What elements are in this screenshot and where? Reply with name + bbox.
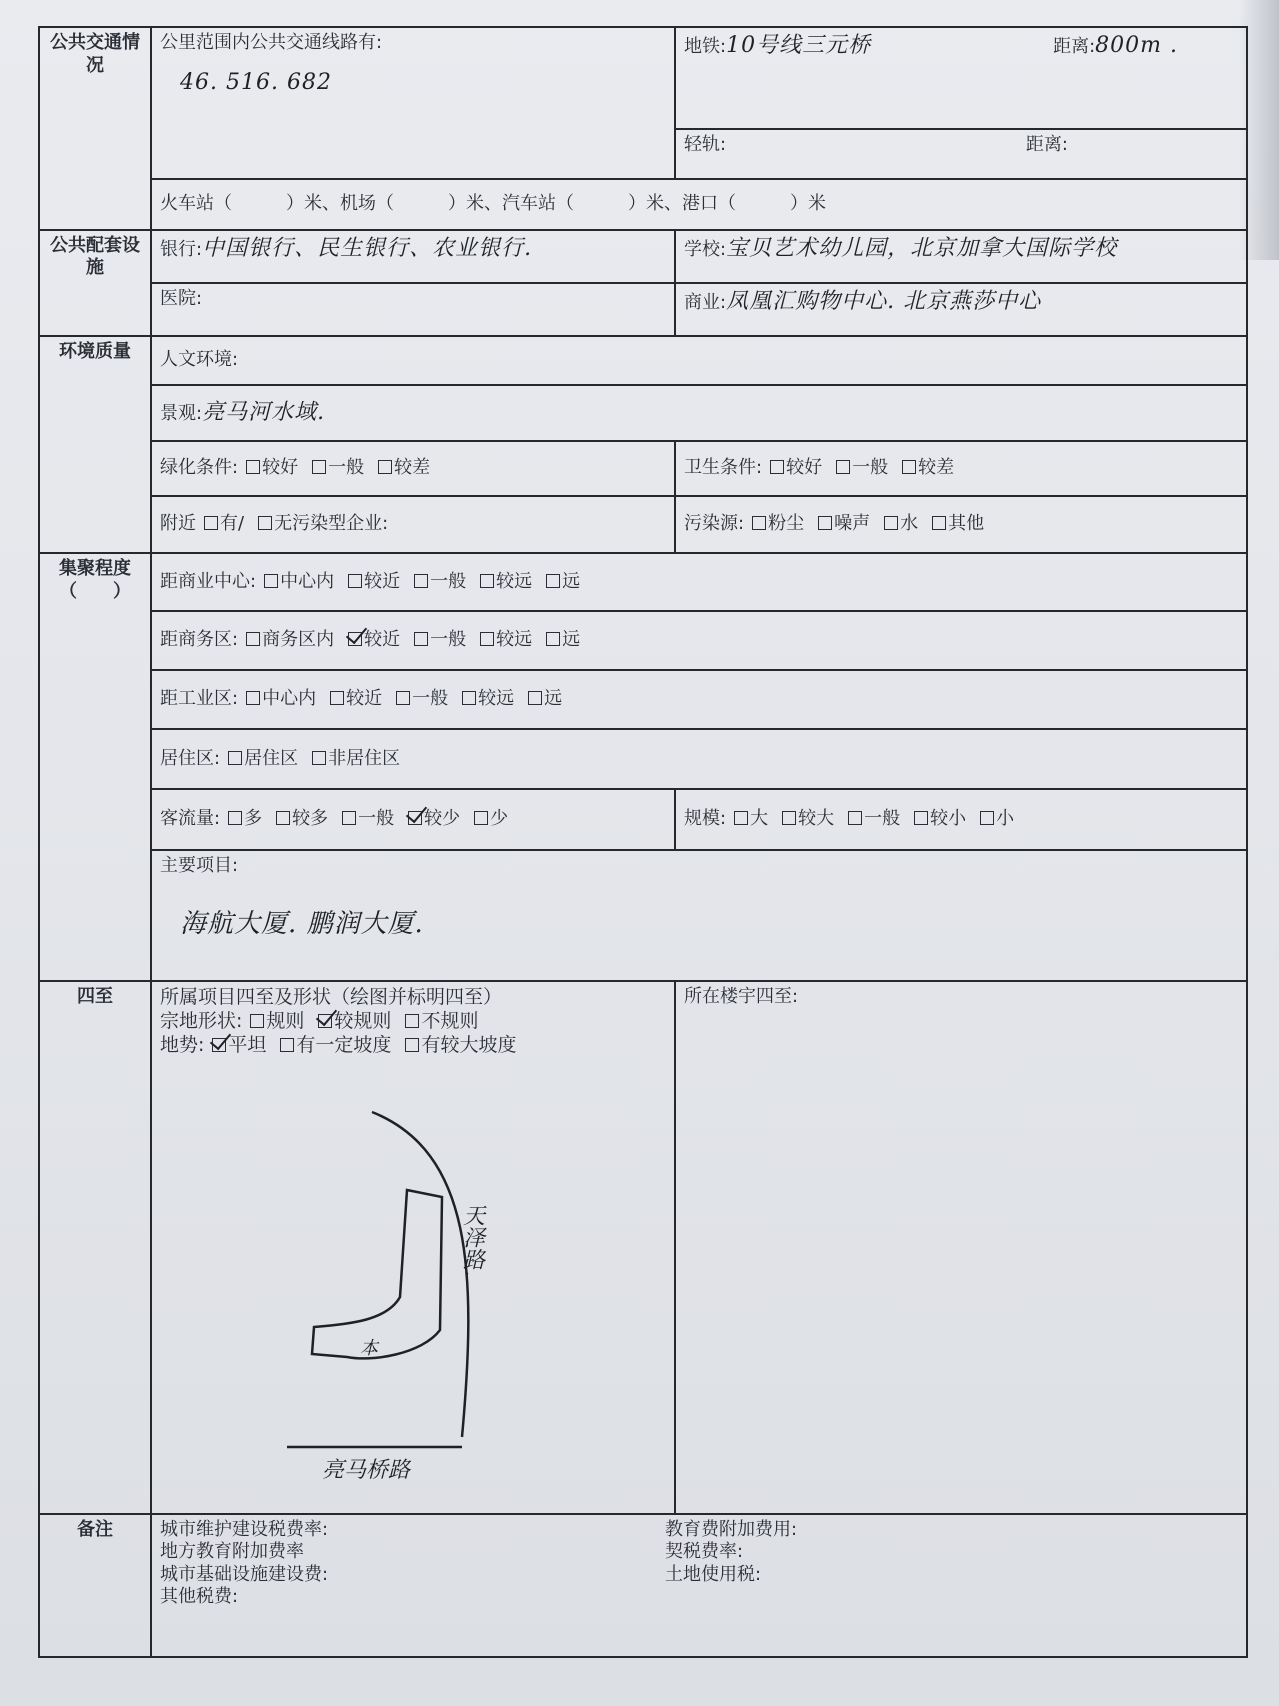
industrial-label: 距工业区: bbox=[160, 688, 239, 710]
nearby-cell bbox=[151, 496, 675, 553]
school-cell bbox=[675, 230, 1247, 283]
note-left-2: 城市基础设施建设费: bbox=[160, 1563, 329, 1585]
commerce-cell bbox=[675, 283, 1247, 336]
scale-option-label: 大 bbox=[750, 808, 769, 830]
notes-cell bbox=[151, 1514, 1247, 1657]
industrial-option-label: 一般 bbox=[412, 688, 449, 710]
landscape-value: 亮马河水域. bbox=[202, 400, 326, 426]
business-option-label: 远 bbox=[562, 628, 581, 650]
note-right-1: 契税费率: bbox=[665, 1541, 744, 1563]
industrial-option-label: 中心内 bbox=[262, 688, 317, 710]
terrain-option-label: 有较大坡度 bbox=[421, 1033, 517, 1056]
sanitation-option-0[interactable] bbox=[770, 457, 822, 480]
checkbox-icon[interactable] bbox=[414, 574, 428, 588]
projects-label: 主要项目: bbox=[160, 855, 239, 877]
nearby-option-label: 有/ bbox=[220, 513, 245, 535]
business-option-0[interactable] bbox=[246, 629, 334, 652]
survey-form bbox=[38, 26, 1248, 1658]
checkbox-icon[interactable] bbox=[770, 460, 784, 474]
scale-option-label: 一般 bbox=[864, 808, 901, 830]
business-distance-cell bbox=[151, 611, 1247, 670]
commercial-option-label: 较远 bbox=[496, 570, 533, 592]
scale-option-3[interactable] bbox=[914, 808, 966, 831]
checkbox-icon[interactable] bbox=[980, 811, 994, 825]
scale-option-label: 小 bbox=[996, 808, 1015, 830]
sketch-road-bottom: 亮马桥路 bbox=[322, 1458, 411, 1484]
checkbox-icon[interactable] bbox=[836, 460, 850, 474]
green-label: 绿化条件: bbox=[160, 456, 239, 478]
checkbox-icon[interactable] bbox=[818, 516, 832, 530]
boundaries-section-label: 四至 bbox=[39, 981, 151, 1513]
pollution-label: 污染源: bbox=[684, 513, 745, 535]
note-right-0: 教育费附加费用: bbox=[665, 1518, 798, 1540]
business-option-1[interactable] bbox=[348, 629, 400, 652]
checkbox-icon[interactable] bbox=[546, 632, 560, 646]
checkbox-icon[interactable] bbox=[782, 811, 796, 825]
checkbox-icon[interactable] bbox=[734, 811, 748, 825]
commercial-option-3[interactable] bbox=[480, 571, 532, 594]
commercial-option-label: 一般 bbox=[430, 570, 467, 592]
traffic-option-label: 少 bbox=[490, 808, 509, 830]
pollution-option-label: 水 bbox=[900, 513, 919, 535]
note-right-2: 土地使用税: bbox=[665, 1563, 762, 1585]
checkbox-icon[interactable] bbox=[212, 1038, 226, 1052]
green-option-label: 较好 bbox=[262, 456, 299, 478]
residential-option-label: 非居住区 bbox=[328, 747, 401, 769]
checkbox-icon[interactable] bbox=[474, 811, 488, 825]
shape-option-label: 规则 bbox=[266, 1009, 305, 1032]
checkbox-icon[interactable] bbox=[276, 811, 290, 825]
checkbox-icon[interactable] bbox=[462, 691, 476, 705]
project-boundary-title: 所属项目四至及形状（绘图并标明四至） bbox=[160, 986, 503, 1009]
routes-cell bbox=[151, 27, 675, 179]
terrain-option-label: 有一定坡度 bbox=[296, 1033, 392, 1056]
checkbox-icon[interactable] bbox=[396, 691, 410, 705]
scale-option-2[interactable] bbox=[848, 808, 900, 831]
note-left-1: 地方教育附加费率 bbox=[160, 1541, 304, 1563]
industrial-option-2[interactable] bbox=[396, 688, 448, 711]
traffic-option-3[interactable] bbox=[408, 808, 460, 831]
stations-text: 火车站（ ）米、机场（ ）米、汽车站（ ）米、港口（ ）米 bbox=[160, 192, 826, 214]
school-label: 学校: bbox=[684, 238, 727, 260]
checkbox-icon[interactable] bbox=[480, 574, 494, 588]
facilities-section-label: 公共配套设施 bbox=[39, 230, 151, 336]
commercial-label: 距商业中心: bbox=[160, 570, 257, 592]
checkbox-icon[interactable] bbox=[312, 460, 326, 474]
light-rail-cell bbox=[675, 129, 1247, 178]
commerce-value: 凤凰汇购物中心. 北京燕莎中心 bbox=[726, 288, 1042, 314]
light-rail-distance-label: 距离: bbox=[1025, 134, 1068, 156]
projects-value: 海航大厦. 鹏润大厦. bbox=[180, 908, 424, 939]
checkbox-icon[interactable] bbox=[408, 811, 422, 825]
commercial-distance-cell bbox=[151, 553, 1247, 610]
traffic-option-2[interactable] bbox=[342, 808, 394, 831]
pollution-option-3[interactable] bbox=[932, 513, 984, 536]
business-option-2[interactable] bbox=[414, 629, 466, 652]
subway-cell bbox=[675, 27, 1247, 129]
pollution-option-label: 噪声 bbox=[834, 513, 871, 535]
industrial-option-label: 远 bbox=[544, 688, 563, 710]
hospital-cell bbox=[151, 283, 675, 336]
checkbox-icon[interactable] bbox=[246, 632, 260, 646]
residential-option-label: 居住区 bbox=[244, 747, 299, 769]
checkbox-icon[interactable] bbox=[378, 460, 392, 474]
traffic-option-label: 一般 bbox=[358, 808, 395, 830]
residential-option-0[interactable] bbox=[228, 748, 298, 771]
green-option-label: 一般 bbox=[328, 456, 365, 478]
residential-label: 居住区: bbox=[160, 747, 221, 769]
checkbox-icon[interactable] bbox=[348, 632, 362, 646]
terrain-label: 地势: bbox=[160, 1033, 205, 1056]
checkbox-icon[interactable] bbox=[228, 811, 242, 825]
checkbox-icon[interactable] bbox=[280, 1038, 294, 1052]
sanitation-option-label: 较好 bbox=[786, 456, 823, 478]
sanitation-option-label: 一般 bbox=[852, 456, 889, 478]
scale-option-4[interactable] bbox=[980, 808, 1014, 831]
business-option-label: 一般 bbox=[430, 628, 467, 650]
building-boundary-cell bbox=[675, 981, 1247, 1513]
building-boundary-label: 所在楼宇四至: bbox=[684, 986, 799, 1008]
commercial-option-label: 较近 bbox=[364, 570, 401, 592]
pollution-option-2[interactable] bbox=[884, 513, 918, 536]
checkbox-icon[interactable] bbox=[405, 1038, 419, 1052]
site-outline bbox=[312, 1190, 442, 1358]
environment-section-label: 环境质量 bbox=[39, 336, 151, 553]
traffic-cell bbox=[151, 789, 675, 850]
green-option-0[interactable] bbox=[246, 457, 298, 480]
industrial-option-1[interactable] bbox=[330, 688, 382, 711]
landscape-label: 景观: bbox=[160, 403, 203, 425]
pollution-option-1[interactable] bbox=[818, 513, 870, 536]
light-rail-label: 轻轨: bbox=[684, 134, 727, 156]
culture-label: 人文环境: bbox=[160, 349, 239, 371]
commerce-label: 商业: bbox=[684, 291, 727, 313]
traffic-option-label: 较多 bbox=[292, 808, 329, 830]
checkbox-icon[interactable] bbox=[914, 811, 928, 825]
agglomeration-section-label: 集聚程度 （ ） bbox=[39, 553, 151, 981]
industrial-option-3[interactable] bbox=[462, 688, 514, 711]
green-cell bbox=[151, 441, 675, 496]
sketch-road-right: 天泽路. bbox=[459, 1204, 485, 1278]
industrial-option-4[interactable] bbox=[528, 688, 562, 711]
pollution-option-label: 粉尘 bbox=[768, 513, 805, 535]
nearby-option-1[interactable] bbox=[258, 513, 388, 536]
checkbox-icon[interactable] bbox=[250, 1014, 264, 1028]
terrain-option-2[interactable] bbox=[405, 1034, 516, 1058]
business-option-label: 较近 bbox=[364, 628, 401, 650]
business-option-4[interactable] bbox=[546, 629, 580, 652]
industrial-option-label: 较远 bbox=[478, 688, 515, 710]
shape-option-2[interactable] bbox=[405, 1010, 478, 1034]
nearby-option-0[interactable] bbox=[204, 513, 244, 536]
green-option-2[interactable] bbox=[378, 457, 430, 480]
residential-option-1[interactable] bbox=[312, 748, 400, 771]
pollution-cell bbox=[675, 496, 1247, 553]
sanitation-option-1[interactable] bbox=[836, 457, 888, 480]
sanitation-option-label: 较差 bbox=[918, 456, 955, 478]
checkbox-icon[interactable] bbox=[318, 1014, 332, 1028]
routes-label: 公里范围内公共交通线路有: bbox=[160, 32, 383, 53]
commercial-option-2[interactable] bbox=[414, 571, 466, 594]
terrain-option-1[interactable] bbox=[280, 1034, 391, 1058]
site-sketch bbox=[172, 1092, 672, 1492]
terrain-option-label: 平坦 bbox=[228, 1033, 267, 1056]
subway-label: 地铁: bbox=[684, 36, 727, 57]
traffic-label: 客流量: bbox=[160, 808, 221, 830]
business-option-label: 较远 bbox=[496, 628, 533, 650]
shape-option-1[interactable] bbox=[318, 1010, 391, 1034]
business-label: 距商务区: bbox=[160, 628, 239, 650]
checkbox-icon[interactable] bbox=[902, 460, 916, 474]
residential-cell bbox=[151, 729, 1247, 788]
traffic-option-label: 较少 bbox=[424, 808, 461, 830]
checkbox-icon[interactable] bbox=[414, 632, 428, 646]
green-option-1[interactable] bbox=[312, 457, 364, 480]
checkbox-icon[interactable] bbox=[848, 811, 862, 825]
curved-road-line bbox=[372, 1112, 468, 1437]
traffic-option-0[interactable] bbox=[228, 808, 262, 831]
scale-option-1[interactable] bbox=[782, 808, 834, 831]
shape-option-label: 不规则 bbox=[421, 1009, 479, 1032]
scale-option-0[interactable] bbox=[734, 808, 768, 831]
shape-option-label: 较规则 bbox=[334, 1009, 392, 1032]
shape-option-0[interactable] bbox=[250, 1010, 304, 1034]
note-left-3: 其他税费: bbox=[160, 1586, 239, 1608]
industrial-option-0[interactable] bbox=[246, 688, 316, 711]
shape-label: 宗地形状: bbox=[160, 1009, 243, 1032]
checkbox-icon[interactable] bbox=[228, 751, 242, 765]
checkbox-icon[interactable] bbox=[752, 516, 766, 530]
checkbox-icon[interactable] bbox=[405, 1014, 419, 1028]
culture-cell bbox=[151, 336, 1247, 385]
pollution-option-label: 其他 bbox=[948, 513, 985, 535]
scale-option-label: 较小 bbox=[930, 808, 967, 830]
traffic-option-1[interactable] bbox=[276, 808, 328, 831]
nearby-option-label: 无污染型企业: bbox=[274, 513, 389, 535]
checkbox-icon[interactable] bbox=[348, 574, 362, 588]
checkbox-icon[interactable] bbox=[528, 691, 542, 705]
checkbox-icon[interactable] bbox=[546, 574, 560, 588]
subway-distance-value: 800m . bbox=[1095, 33, 1178, 58]
traffic-option-4[interactable] bbox=[474, 808, 508, 831]
checkbox-icon[interactable] bbox=[884, 516, 898, 530]
commercial-option-label: 中心内 bbox=[280, 570, 335, 592]
business-option-label: 商务区内 bbox=[262, 628, 335, 650]
routes-value: 46. 516. 682 bbox=[180, 69, 332, 95]
checkbox-icon[interactable] bbox=[312, 751, 326, 765]
note-left-0: 城市维护建设税费率: bbox=[160, 1518, 329, 1540]
sketch-mark: 本 bbox=[360, 1338, 378, 1360]
checkbox-icon[interactable] bbox=[342, 811, 356, 825]
commercial-option-4[interactable] bbox=[546, 571, 580, 594]
sanitation-label: 卫生条件: bbox=[684, 456, 763, 478]
scale-cell bbox=[675, 789, 1247, 850]
subway-value: 10号线三元桥 bbox=[726, 33, 872, 58]
projects-cell bbox=[151, 850, 1247, 981]
boundary-project-cell bbox=[151, 981, 675, 1513]
checkbox-icon[interactable] bbox=[246, 460, 260, 474]
checkbox-icon[interactable] bbox=[330, 691, 344, 705]
agglomeration-paren: （ ） bbox=[59, 580, 131, 602]
checkbox-icon[interactable] bbox=[480, 632, 494, 646]
traffic-option-label: 多 bbox=[244, 808, 263, 830]
scale-label: 规模: bbox=[684, 808, 727, 830]
checkbox-icon[interactable] bbox=[932, 516, 946, 530]
nearby-label: 附近 bbox=[160, 513, 196, 535]
sanitation-option-2[interactable] bbox=[902, 457, 954, 480]
checkbox-icon[interactable] bbox=[246, 691, 260, 705]
notes-section-label: 备注 bbox=[39, 1514, 151, 1657]
bank-value: 中国银行、民生银行、农业银行. bbox=[202, 235, 533, 261]
green-option-label: 较差 bbox=[394, 456, 431, 478]
subway-distance-label: 距离: bbox=[1053, 36, 1096, 57]
terrain-option-0[interactable] bbox=[212, 1034, 266, 1058]
commercial-option-label: 远 bbox=[562, 570, 581, 592]
industrial-distance-cell bbox=[151, 670, 1247, 729]
business-option-3[interactable] bbox=[480, 629, 532, 652]
checkbox-icon[interactable] bbox=[258, 516, 272, 530]
commercial-option-0[interactable] bbox=[264, 571, 334, 594]
checkbox-icon[interactable] bbox=[204, 516, 218, 530]
stations-cell bbox=[151, 179, 1247, 230]
hospital-label: 医院: bbox=[160, 287, 203, 309]
checkbox-icon[interactable] bbox=[264, 574, 278, 588]
industrial-option-label: 较近 bbox=[346, 688, 383, 710]
transport-section-label: 公共交通情况 bbox=[39, 27, 151, 230]
scale-option-label: 较大 bbox=[798, 808, 835, 830]
school-value: 宝贝艺术幼儿园，北京加拿大国际学校 bbox=[726, 235, 1118, 261]
sanitation-cell bbox=[675, 441, 1247, 496]
pollution-option-0[interactable] bbox=[752, 513, 804, 536]
commercial-option-1[interactable] bbox=[348, 571, 400, 594]
bank-cell bbox=[151, 230, 675, 283]
bank-label: 银行: bbox=[160, 238, 203, 260]
landscape-cell bbox=[151, 385, 1247, 440]
